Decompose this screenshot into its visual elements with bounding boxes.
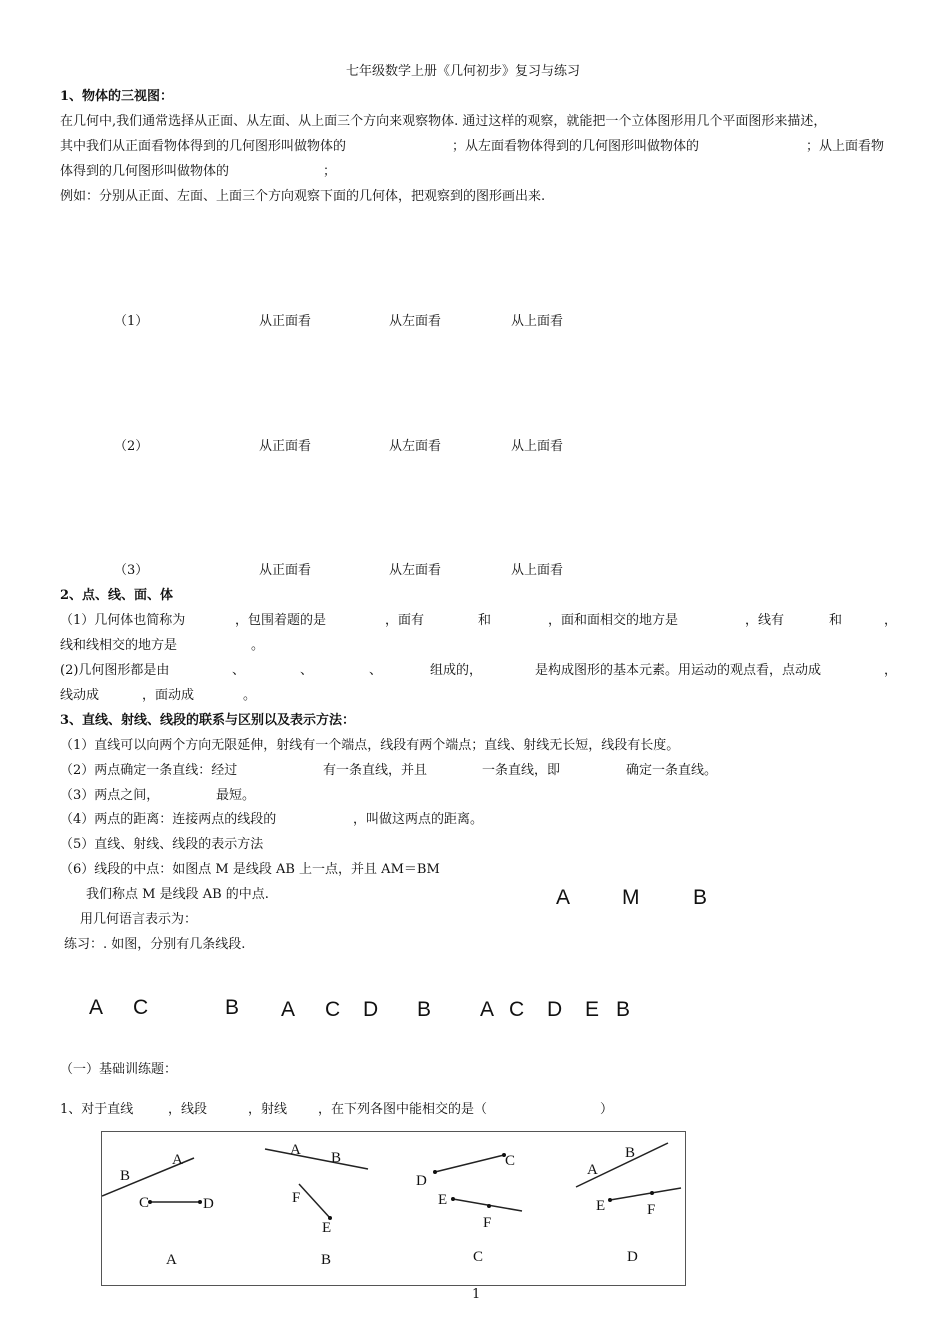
seg3-label-d: D <box>547 998 563 1021</box>
seg3-label-e: E <box>585 998 600 1021</box>
question-1-figures <box>102 1132 685 1285</box>
question-1-c: ，射线 <box>248 1102 288 1117</box>
question-1-a: 1、对于直线 <box>60 1102 134 1117</box>
seg2-label-a: A <box>281 998 296 1021</box>
seg2-label-d: D <box>363 998 379 1021</box>
seg2-label-c: C <box>325 998 341 1021</box>
midpoint-label-b: B <box>693 886 708 909</box>
option-c-label-3: E <box>438 1192 448 1208</box>
seg3-label-b: B <box>616 998 631 1021</box>
option-a-point-d <box>198 1200 202 1204</box>
question-1-d: ，在下列各图中能相交的是（ <box>318 1102 488 1117</box>
s2-line3-e: 组成的， <box>430 663 483 678</box>
option-d-letter: D <box>627 1249 638 1265</box>
seg2-label-b: B <box>417 998 432 1021</box>
option-a-letter: A <box>166 1252 177 1268</box>
view-row-1-top: 从上面看 <box>511 314 564 329</box>
section-1-paragraph-line-2c: ；从上面看物 <box>806 139 885 154</box>
exercise-heading: （一）基础训练题： <box>60 1062 178 1077</box>
s2-line3-d: 、 <box>369 663 383 678</box>
view-row-3-left: 从左面看 <box>389 563 442 578</box>
option-c-figure <box>416 1153 522 1265</box>
view-row-1-front: 从正面看 <box>259 314 312 329</box>
question-1-e: ） <box>600 1102 614 1117</box>
option-c-point-f <box>487 1204 491 1208</box>
s2-line3-b: 、 <box>232 663 246 678</box>
seg1-label-c: C <box>133 996 149 1019</box>
section-1-paragraph-line-3b: ； <box>323 164 337 179</box>
s2-line1-f: ，线有 <box>745 613 785 628</box>
midpoint-label-m: M <box>622 886 640 909</box>
option-b-label-1: A <box>290 1142 301 1158</box>
view-row-2-left: 从左面看 <box>389 439 442 454</box>
s2-line4-b: ，面动成 <box>142 688 195 703</box>
option-d-point-f <box>650 1191 654 1195</box>
option-b-label-3: F <box>292 1190 301 1206</box>
question-1-b: ，线段 <box>168 1102 208 1117</box>
s3-item-2a: （2）两点确定一条直线：经过 <box>60 763 238 778</box>
s2-line3-c: 、 <box>300 663 314 678</box>
s3-midpoint-note: 我们称点 M 是线段 AB 的中点. <box>86 887 269 902</box>
s3-item-2b: 有一条直线，并且 <box>323 763 428 778</box>
option-a-figure <box>102 1152 214 1268</box>
s3-item-2d: 确定一条直线。 <box>626 763 718 778</box>
s3-item-5: （5）直线、射线、线段的表示方法 <box>60 837 264 852</box>
option-c-label-1: D <box>416 1173 427 1189</box>
option-d-label-1: A <box>587 1162 598 1178</box>
seg3-label-c: C <box>509 998 525 1021</box>
view-row-2-top: 从上面看 <box>511 439 564 454</box>
s3-item-6: （6）线段的中点：如图点 M 是线段 AB 上一点，并且 AM＝BM <box>60 862 440 877</box>
option-b-ray <box>299 1184 330 1218</box>
s3-item-1: （1）直线可以向两个方向无限延伸，射线有一个端点，线段有两个端点；直线、射线无长短，线段有长度。 <box>60 738 680 753</box>
option-c-label-2: C <box>505 1153 516 1169</box>
section-2-heading: 2、点、线、面、体 <box>60 588 174 603</box>
s2-line2-a: 线和线相交的地方是 <box>60 638 178 653</box>
midpoint-label-a: A <box>556 886 571 909</box>
s2-line2-b: 。 <box>251 638 265 653</box>
view-row-2-number: （2） <box>114 439 149 454</box>
option-d-label-3: E <box>596 1198 606 1214</box>
s2-line1-d: 和 <box>478 613 492 628</box>
view-row-1-left: 从左面看 <box>389 314 442 329</box>
option-d-point-e <box>608 1198 612 1202</box>
option-b-line <box>265 1149 368 1169</box>
option-b-figure <box>265 1142 368 1268</box>
s3-item-2c: 一条直线，即 <box>482 763 561 778</box>
seg1-label-b: B <box>225 996 240 1019</box>
option-d-figure <box>576 1143 681 1265</box>
page-number: 1 <box>472 1287 481 1302</box>
s2-line3-f: 是构成图形的基本元素。用运动的观点看，点动成 <box>535 663 822 678</box>
s2-line1-c: ，面有 <box>385 613 425 628</box>
question-1-figure-box <box>101 1131 686 1286</box>
s2-line1-e: ，面和面相交的地方是 <box>548 613 679 628</box>
s2-line4-a: 线动成 <box>60 688 100 703</box>
section-1-paragraph-line-2b: ；从左面看物体得到的几何图形叫做物体的 <box>452 139 700 154</box>
section-1-example: 例如：分别从正面、左面、上面三个方向观察下面的几何体，把观察到的图形画出来. <box>60 189 546 204</box>
section-1-paragraph-line-2a: 其中我们从正面看物体得到的几何图形叫做物体的 <box>60 139 347 154</box>
view-row-3-number: （3） <box>114 563 149 578</box>
s3-item-4a: （4）两点的距离：连接两点的线段的 <box>60 812 277 827</box>
option-d-label-2: B <box>625 1145 636 1161</box>
s3-item-3b: 最短。 <box>216 788 256 803</box>
page-title: 七年级数学上册《几何初步》复习与练习 <box>346 64 581 79</box>
section-1-paragraph-line-3a: 体得到的几何图形叫做物体的 <box>60 164 230 179</box>
option-c-point-e <box>451 1197 455 1201</box>
s3-item-3a: （3）两点之间， <box>60 788 160 803</box>
seg1-label-a: A <box>89 996 104 1019</box>
s2-line1-h: ， <box>884 613 898 628</box>
view-row-3-top: 从上面看 <box>511 563 564 578</box>
view-row-3-front: 从正面看 <box>259 563 312 578</box>
s2-line3-a: (2)几何图形都是由 <box>60 663 170 678</box>
s2-line3-g: ， <box>884 663 898 678</box>
view-row-1-number: （1） <box>114 314 149 329</box>
option-a-label-3: C <box>139 1195 150 1211</box>
section-1-heading: 1、物体的三视图： <box>60 89 174 104</box>
view-row-2-front: 从正面看 <box>259 439 312 454</box>
option-b-letter: B <box>321 1252 332 1268</box>
section-3-heading: 3、直线、射线、线段的联系与区别以及表示方法： <box>60 713 356 728</box>
option-a-label-1: B <box>120 1168 131 1184</box>
option-d-ray <box>610 1188 681 1200</box>
option-c-point-d <box>433 1170 437 1174</box>
s2-line4-c: 。 <box>243 688 257 703</box>
option-d-label-4: F <box>647 1202 656 1218</box>
option-b-label-4: E <box>322 1220 332 1236</box>
option-c-letter: C <box>473 1249 484 1265</box>
s3-practice: 练习：. 如图，分别有几条线段. <box>64 937 246 952</box>
option-a-label-2: A <box>172 1152 183 1168</box>
s3-item-4b: ，叫做这两点的距离。 <box>353 812 484 827</box>
s2-line1-g: 和 <box>829 613 843 628</box>
option-c-label-4: F <box>483 1215 492 1231</box>
s3-geometry-language: 用几何语言表示为： <box>80 912 198 927</box>
section-1-paragraph-line-1: 在几何中,我们通常选择从正面、从左面、从上面三个方向来观察物体. 通过这样的观察，就能把一个立体图形用几个平面图形来描述， <box>60 114 827 129</box>
s2-line1-b: ，包围着题的是 <box>235 613 327 628</box>
s2-line1-a: （1）几何体也简称为 <box>60 613 186 628</box>
option-a-label-4: D <box>203 1196 214 1212</box>
option-c-ray <box>435 1155 504 1172</box>
seg3-label-a: A <box>480 998 495 1021</box>
option-b-label-2: B <box>331 1150 342 1166</box>
